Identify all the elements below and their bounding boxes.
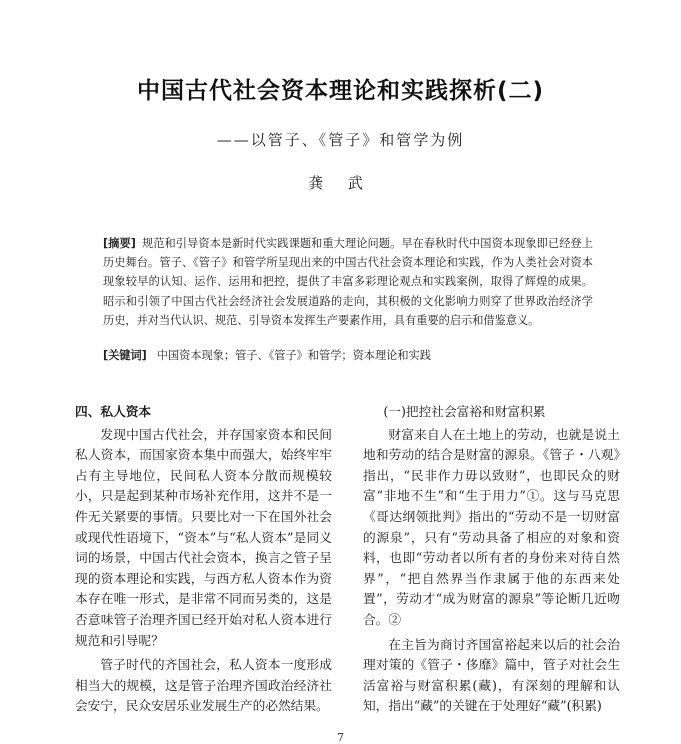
abstract-label: [摘要] (103, 237, 136, 250)
subsection-heading: (一)把控社会富裕和财富积累 (383, 404, 546, 419)
keywords-text: 中国资本现象；管子、《管子》和管学；资本理论和实践 (156, 349, 431, 362)
left-column (75, 402, 332, 721)
body-paragraph: 财富来自人在土地上的劳动，也就是说土地和劳动的结合是财富的源泉。《管子・八观》指出，“民非作力毋以致财”，也即民众的财富“非地不生”和“生于用力”①。这与马克思《哥达纲领批判》指出的“劳动不是一切财富的源泉”，只有“劳动具备了相应的对象和资料，也即“劳动者以所有者的身份来对待自然界”，“把自然界当作隶属于他的东西来处置”，劳动才“成为财富的源泉”等论断几近吻合。② (363, 426, 620, 627)
abstract (103, 234, 593, 330)
author-name: 龚 武 (308, 174, 373, 192)
body-paragraph: 管子时代的齐国社会，私人资本一度形成相当大的规模，这是管子治理齐国政治经济社会安宁，民众安居乐业发展生产的必然结果。 (75, 657, 332, 714)
right-column (363, 402, 620, 721)
keywords-label: [关键词] (103, 349, 147, 362)
page-number: 7 (337, 731, 344, 744)
body-paragraph: 在主旨为商讨齐国富裕起来以后的社会治理对策的《管子・侈靡》篇中，管子对社会生活富裕与财富积累(藏)，有深刻的理解和认知，指出“藏”的关键在于处理好“藏”(积累) (363, 636, 620, 714)
abstract-text: 规范和引导资本是新时代实践课题和重大理论问题。早在春秋时代中国资本现象即已经登上历史舞台。管子、《管子》和管学所呈现出来的中国古代社会资本理论和实践，作为人类社会对资本现象较早的认知、运作、运用和把控，提供了丰富多彩理论观点和实践案例，取得了辉煌的成果。昭示和引领了中国古代社会经济社会发展道路的走向，其积极的文化影响力则穿了世界政治经济学历史，并对当代认识、规范、引导资本发挥生产要素作用，具有重要的启示和借鉴意义。 (103, 237, 593, 327)
paper-title: 中国古代社会资本理论和实践探析(二) (136, 78, 545, 104)
section-heading: 四、私人资本 (75, 404, 152, 419)
body-paragraph: 发现中国古代社会，并存国家资本和民间私人资本，而国家资本集中而强大，始终牢牢占有主导地位，民间私人资本分散而规模较小，只是起到某种市场补充作用，这并不是一件无关紧要的事情。只要比对一下在国外社会或现代性语境下，“资本”与“私人资本”是同义词的场景，中国古代社会资本，换言之管子呈现的资本理论和实践，与西方私人资本作为资本存在唯一形式，是非常不同而另类的，这是否意味管子治理齐国已经开始对私人资本进行规范和引导呢？ (75, 426, 332, 648)
paper-subtitle: ——以管子、《管子》和管学为例 (216, 131, 465, 149)
keywords (103, 346, 593, 365)
